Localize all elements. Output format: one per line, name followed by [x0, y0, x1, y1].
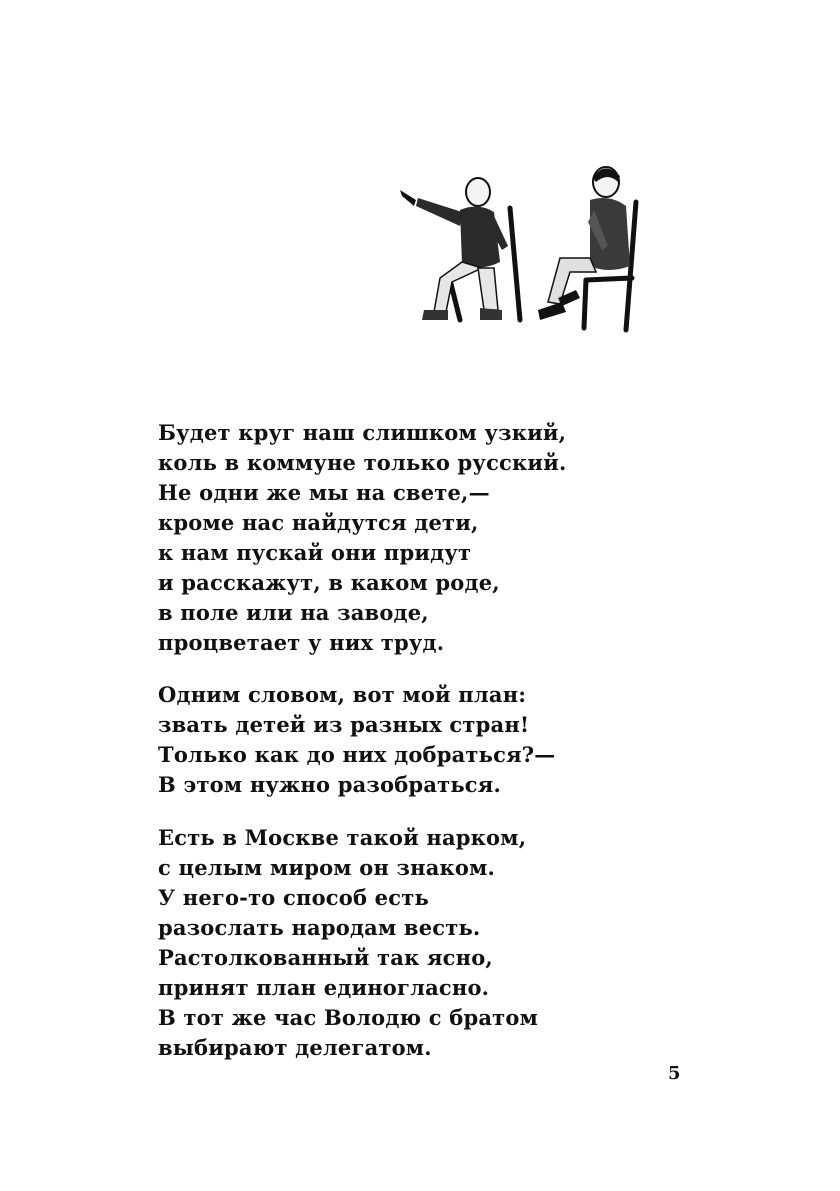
poem-line: У него-то способ есть — [158, 885, 429, 910]
stanza-1 — [158, 418, 566, 658]
poem-line: Есть в Москве такой нарком, — [158, 825, 527, 850]
poem-line: В этом нужно разобраться. — [158, 772, 501, 797]
poem-line: В тот же час Володю с братом — [158, 1005, 539, 1030]
poem-line: с целым миром он знаком. — [158, 855, 496, 880]
page-number: 5 — [668, 1063, 681, 1084]
poem-line: Растолкованный так ясно, — [158, 945, 493, 970]
poem-line: кроме нас найдутся дети, — [158, 510, 479, 535]
poem-line: процветает у них труд. — [158, 630, 445, 655]
poem-line: Только как до них добраться?— — [158, 742, 556, 767]
stanza-2 — [158, 680, 556, 800]
poem-line: Одним словом, вот мой план: — [158, 682, 527, 707]
poem-line: в поле или на заводе, — [158, 600, 429, 625]
poem-line: к нам пускай они придут — [158, 540, 472, 565]
poem-line: и расскажут, в каком роде, — [158, 570, 500, 595]
poem-line: принят план единогласно. — [158, 975, 490, 1000]
poem-line: звать детей из разных стран! — [158, 712, 530, 737]
poem-line: Будет круг наш слишком узкий, — [158, 420, 567, 445]
two-seated-figures-illustration — [390, 150, 650, 340]
poem-line: коль в коммуне только русский. — [158, 450, 567, 475]
poem-line: разослать народам весть. — [158, 915, 481, 940]
stanza-3 — [158, 823, 538, 1063]
poem-line: выбирают делегатом. — [158, 1035, 432, 1060]
poem-line: Не одни же мы на свете,— — [158, 480, 490, 505]
